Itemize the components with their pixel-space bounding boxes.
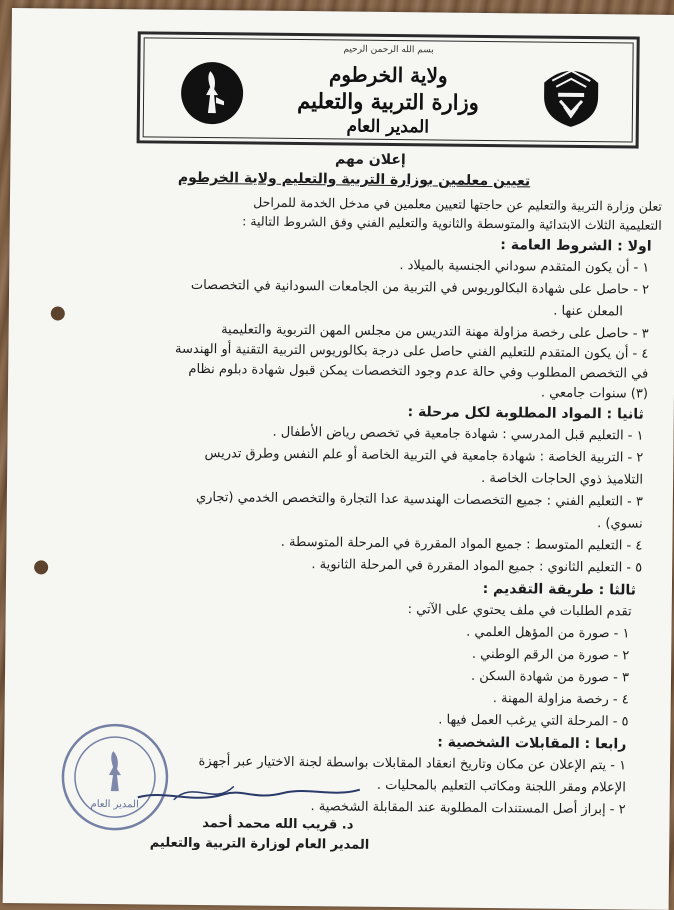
bismillah: بسم الله الرحمن الرحيم bbox=[343, 44, 434, 56]
section-heading: اولا : الشروط العامة : bbox=[500, 237, 652, 255]
condition-line: ١ - أن يكون المتقدم سوداني الجنسية بالميلاد . bbox=[399, 258, 650, 276]
subject-line: نسوي) . bbox=[597, 516, 643, 532]
ministry-emblem-icon bbox=[538, 63, 605, 130]
section-heading: ثانيا : المواد المطلوبة لكل مرحلة : bbox=[407, 404, 644, 423]
subject-line: ٤ - التعليم المتوسط : جميع المواد المقررة في المرحلة المتوسطة . bbox=[280, 534, 643, 554]
handwritten-signature bbox=[134, 769, 364, 811]
section-heading: ثالثا : طريقة التقديم : bbox=[482, 580, 637, 599]
subject-line: ٢ - التربية الخاصة : شهادة جامعية في التربية الخاصة أو علم النفس وطرق تدريس bbox=[204, 446, 644, 466]
condition-line: (٣) سنوات جامعي . bbox=[540, 385, 649, 402]
signatory-title: المدير العام لوزارة التربية والتعليم bbox=[149, 835, 370, 853]
punch-hole bbox=[34, 560, 48, 574]
letterhead bbox=[137, 31, 640, 148]
condition-line: في التخصص المطلوب وفي حالة عدم وجود التخصصات يمكن قبول شهادة دبلوم نظام bbox=[188, 361, 649, 382]
signatory-name: د. قريب الله محمد أحمد bbox=[202, 816, 354, 833]
condition-line: ٣ - حاصل على رخصة مزاولة مهنة التدريس من مجلس المهن التربوية والتعليمية bbox=[221, 322, 649, 342]
application-intro: تقدم الطلبات في ملف يحتوي على الآتي : bbox=[407, 602, 632, 620]
section-heading: رابعا : المقابلات الشخصية : bbox=[437, 734, 627, 753]
state-name: ولاية الخرطوم bbox=[328, 62, 448, 88]
interview-line: الإعلام ومقر اللجنة ومكاتب التعليم بالمحليات . bbox=[376, 777, 626, 796]
khartoum-state-emblem-icon bbox=[180, 61, 245, 126]
condition-line: ٤ - أن يكون المتقدم للتعليم الفني حاصل على درجة بكالوريوس التربية التقنية أو الهندسة bbox=[174, 341, 649, 362]
document-item: ٥ - المرحلة التي يرغب العمل فيها . bbox=[438, 712, 629, 730]
notice-title: إعلان مهم bbox=[334, 151, 406, 169]
interview-line: ١ - يتم الإعلان عن مكان وتاريخ انعقاد المقابلات بواسطة لجنة الاختيار عبر أجهزة bbox=[198, 753, 627, 774]
document-item: ٢ - صورة من الرقم الوطني . bbox=[471, 646, 630, 664]
interview-line: ٢ - إبراز أصل المستندات المطلوبة عند المقابلة الشخصية . bbox=[310, 799, 626, 818]
intro-line: تعلن وزارة التربية والتعليم عن حاجتها لتعيين معلمين في مدخل الخدمة للمراحل bbox=[253, 194, 663, 214]
subject-line: التلاميذ ذوي الحاجات الخاصة . bbox=[481, 470, 644, 488]
subject-line: ٥ - التعليم الثانوي : جميع المواد المقررة في المرحلة الثانوية . bbox=[311, 557, 643, 576]
ministry-name: وزارة التربية والتعليم bbox=[297, 87, 479, 115]
office-name: المدير العام bbox=[346, 116, 430, 138]
subject-line: ٣ - التعليم الفني : جميع التخصصات الهندسية عدا التجارة والتخصص الخدمي (تجاري bbox=[195, 489, 643, 510]
punch-hole bbox=[51, 306, 65, 320]
intro-line: التعليمية الثلاث الابتدائية والمتوسطة والثانوية والتعليم الفني وفق الشروط التالية : bbox=[242, 213, 662, 233]
notice-subtitle: تعيين معلمين بوزارة التربية والتعليم ولاية الخرطوم bbox=[177, 169, 531, 190]
document-item: ٣ - صورة من شهادة السكن . bbox=[470, 668, 630, 686]
subject-line: ١ - التعليم قبل المدرسي : شهادة جامعية في تخصص رياض الأطفال . bbox=[272, 424, 644, 444]
document-page bbox=[3, 8, 674, 910]
document-item: ١ - صورة من المؤهل العلمي . bbox=[466, 624, 630, 642]
condition-line: المعلن عنها . bbox=[553, 303, 623, 320]
condition-line: ٢ - حاصل على شهادة البكالوريوس في التربية من الجامعات السودانية في التخصصات bbox=[190, 277, 650, 298]
stamp-text: المدير العام bbox=[90, 798, 139, 811]
document-item: ٤ - رخصة مزاولة المهنة . bbox=[492, 691, 629, 708]
